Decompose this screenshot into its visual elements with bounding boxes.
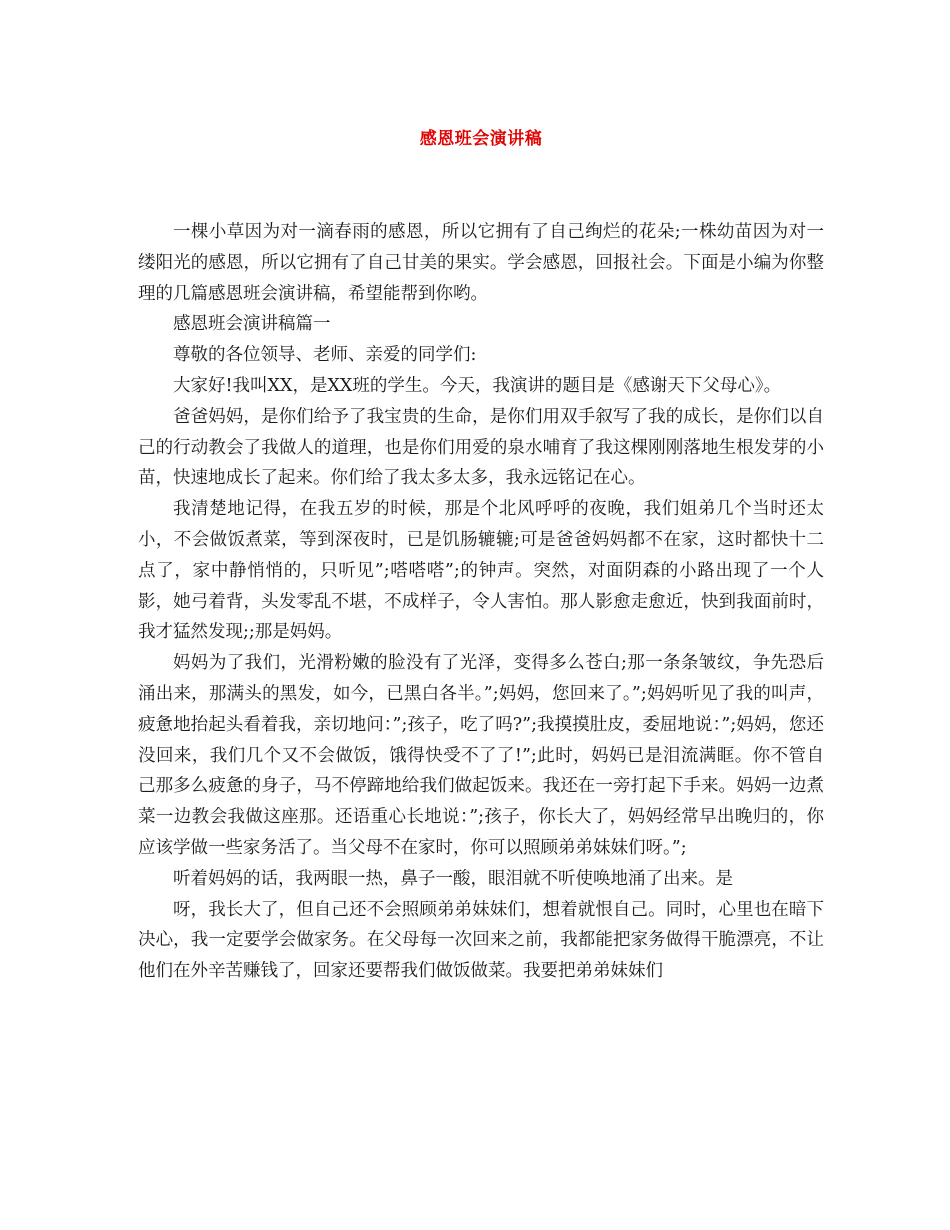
- body-paragraph: 我清楚地记得，在我五岁的时候，那是个北风呼呼的夜晚，我们姐弟几个当时还太小，不会做饭煮菜，等到深夜时，已是饥肠辘辘;可是爸爸妈妈都不在家，这时都快十二点了，家中静悄悄的，只听见”;嗒嗒嗒”;的钟声。突然，对面阴森的小路出现了一个人影，她弓着背，头发零乱不堪，不成样子，令人害怕。那人影愈走愈近，快到我面前时，我才猛然发现;;那是妈妈。: [138, 499, 824, 643]
- body-paragraph: 呀，我长大了，但自己还不会照顾弟弟妹妹们，想着就恨自己。同时，心里也在暗下决心，我一定要学会做家务。在父母每一次回来之前，我都能把家务做得干脆漂亮，不让他们在外辛苦赚钱了，回家还要帮我们做饭做菜。我要把弟弟妹妹们: [138, 899, 824, 982]
- body-paragraph: 妈妈为了我们，光滑粉嫩的脸没有了光泽，变得多么苍白;那一条条皱纹，争先恐后涌出来，那满头的黑发，如今，已黑白各半。”;妈妈，您回来了。”;妈妈听见了我的叫声，疲惫地抬起头看着我，亲切地问：”;孩子，吃了吗?”;我摸摸肚皮，委屈地说：”;妈妈，您还没回来，我们几个又不会做饭，饿得快受不了了!”;此时，妈妈已是泪流满眶。你不管自己那多么疲惫的身子，马不停蹄地给我们做起饭来。我还在一旁打起下手来。妈妈一边煮菜一边教会我做这座那。还语重心长地说：”;孩子，你长大了，妈妈经常早出晚归的，你应该学做一些家务活了。当父母不在家时，你可以照顾弟弟妹妹们呀。”;: [138, 653, 824, 858]
- body-paragraph: 爸爸妈妈，是你们给予了我宝贵的生命，是你们用双手叙写了我的成长，是你们以自己的行动教会了我做人的道理，也是你们用爱的泉水哺育了我这棵刚刚落地生根发芽的小苗，快速地成长了起来。你们给了我太多太多，我永远铭记在心。: [138, 406, 824, 489]
- body-paragraph: 听着妈妈的话，我两眼一热，鼻子一酸，眼泪就不听使唤地涌了出来。是: [173, 868, 733, 889]
- document-title: 感恩班会演讲稿: [419, 129, 543, 149]
- section-heading: 感恩班会演讲稿篇一: [173, 314, 331, 335]
- salutation-paragraph: 尊敬的各位领导、老师、亲爱的同学们:: [173, 345, 477, 366]
- body-paragraph: 大家好!我叫XX，是XX班的学生。今天，我演讲的题目是《感谢天下父母心》。: [173, 375, 782, 396]
- intro-paragraph: 一棵小草因为对一滴春雨的感恩，所以它拥有了自己绚烂的花朵;一株幼苗因为对一缕阳光的感恩，所以它拥有了自己甘美的果实。学会感恩，回报社会。下面是小编为你整理的几篇感恩班会演讲稿，希望能帮到你哟。: [138, 222, 824, 304]
- document-body: [138, 217, 824, 987]
